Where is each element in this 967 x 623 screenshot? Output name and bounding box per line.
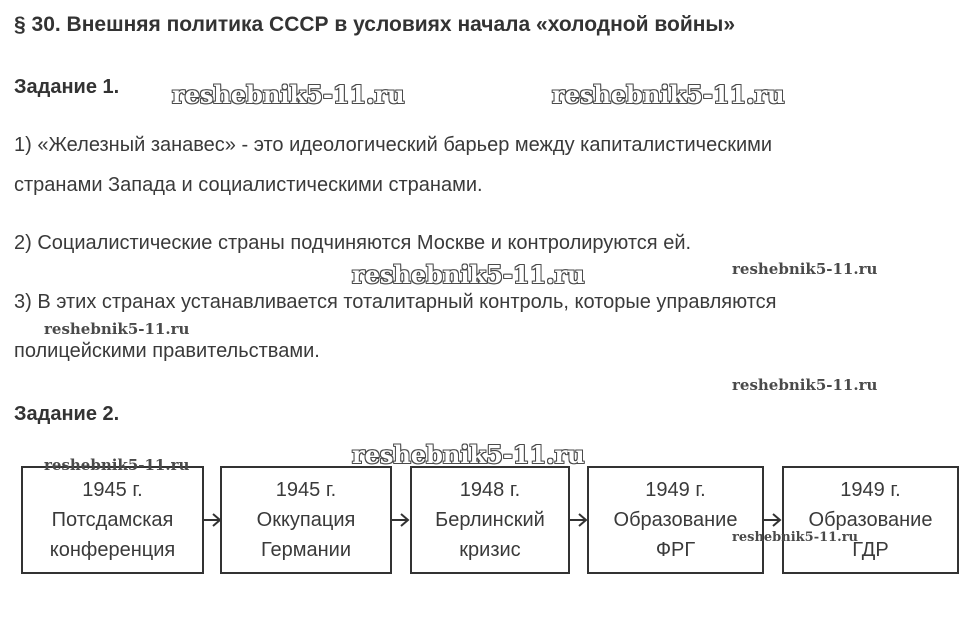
watermark: reshebnik5-11.ru [352, 260, 585, 289]
timeline-year: 1949 г. [645, 479, 706, 501]
timeline-box-frg [587, 466, 764, 574]
timeline-box-occupation [220, 466, 392, 574]
arrow-right-icon [390, 510, 412, 530]
timeline-box-berlin-crisis [410, 466, 570, 574]
task-1-item-3-line-1: 3) В этих странах устанавливается тоталитарный контроль, которые управляются [14, 291, 777, 313]
timeline-event-line-1: Потсдамская [51, 509, 174, 531]
watermark: reshebnik5-11.ru [732, 530, 859, 545]
watermark: reshebnik5-11.ru [552, 80, 785, 109]
timeline-event-line-2: Германии [261, 539, 351, 561]
task-2-heading: Задание 2. [14, 403, 120, 425]
arrow-right-icon [762, 510, 784, 530]
timeline-event-line-2: ГДР [852, 539, 889, 561]
task-1-item-2: 2) Социалистические страны подчиняются Москве и контролируются ей. [14, 232, 692, 254]
task-1-item-1-line-1: 1) «Железный занавес» - это идеологический барьер между капиталистическими [14, 134, 773, 156]
watermark: reshebnik5-11.ru [172, 80, 405, 109]
timeline-diagram [0, 460, 967, 590]
timeline-event-line-1: Берлинский [435, 509, 545, 531]
timeline-event-line-2: кризис [459, 539, 521, 561]
timeline-year: 1948 г. [459, 479, 521, 501]
watermark: reshebnik5-11.ru [44, 320, 190, 338]
task-1-item-3-line-2: полицейскими правительствами. [14, 340, 320, 362]
timeline-year: 1949 г. [840, 479, 901, 501]
timeline-box-potsdam [21, 466, 204, 574]
timeline-event-line-1: Образование [613, 509, 738, 531]
timeline-event-line-1: Оккупация [256, 509, 356, 531]
timeline-event-line-2: ФРГ [655, 539, 696, 561]
task-1-item-1-line-2: странами Запада и социалистическими странами. [14, 174, 483, 196]
watermark: reshebnik5-11.ru [352, 440, 585, 469]
timeline-event-line-2: конференция [49, 539, 176, 561]
timeline-year: 1945 г. [82, 479, 143, 501]
timeline-event-line-1: Образование [808, 509, 933, 531]
task-1-heading: Задание 1. [14, 76, 120, 98]
watermark: reshebnik5-11.ru [732, 260, 878, 278]
watermark: reshebnik5-11.ru [44, 456, 190, 474]
page-title: § 30. Внешняя политика СССР в условиях начала «холодной войны» [14, 13, 736, 36]
timeline-year: 1945 г. [275, 479, 337, 501]
watermark: reshebnik5-11.ru [732, 376, 878, 394]
timeline-box-gdr [782, 466, 959, 574]
